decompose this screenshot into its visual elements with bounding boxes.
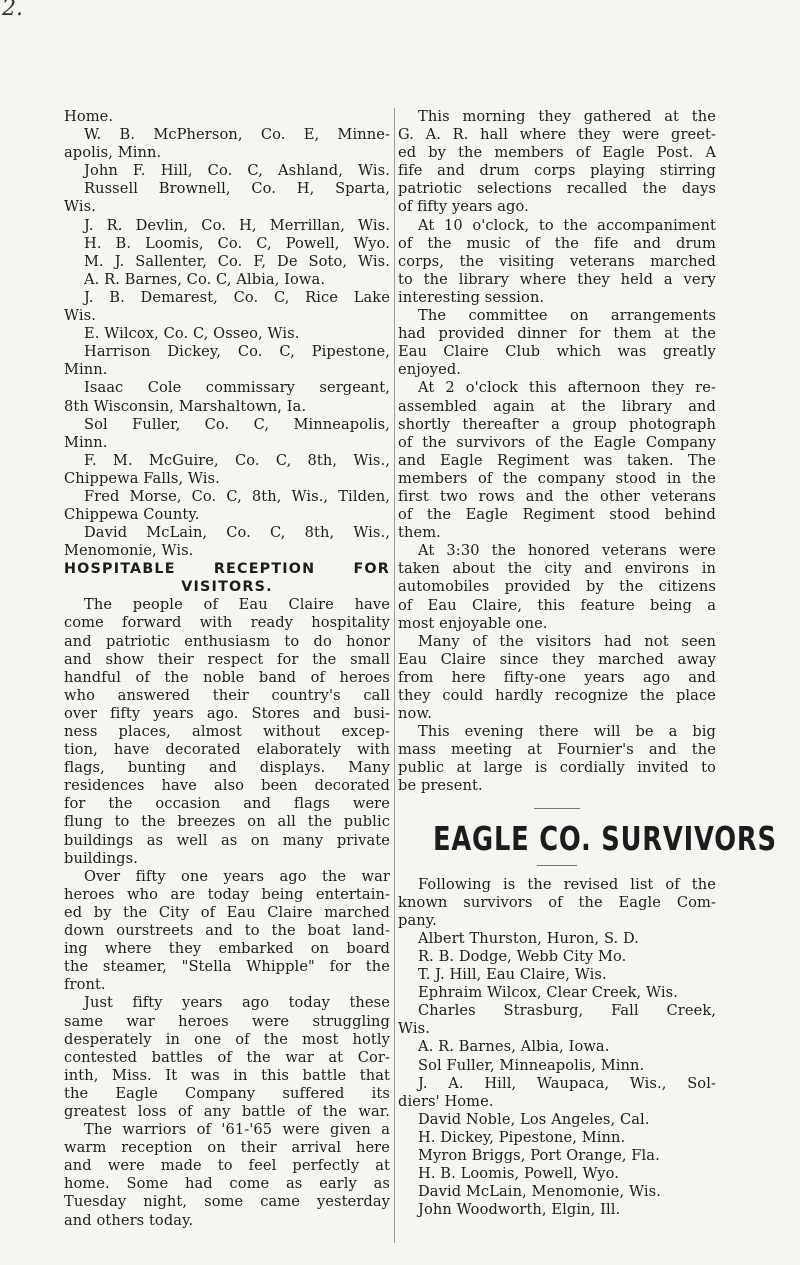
text-line: interesting session. (398, 288, 545, 306)
text-line: H. Dickey, Pipestone, Minn. (418, 1128, 626, 1146)
text-line: flung to the breezes on all the public (64, 813, 390, 831)
text-line: This evening there will be a big (418, 723, 716, 741)
text-line: flags, bunting and displays. Many (64, 759, 390, 777)
text-line: down ourstreets and to the boat land- (64, 922, 390, 940)
text-line: patriotic selections recalled the days (398, 180, 716, 198)
hospitable-reception-article (64, 596, 390, 1229)
right-column (398, 108, 777, 1219)
text-line: R. B. Dodge, Webb City Mo. (418, 947, 627, 965)
text-line: warm reception on their arrival here (64, 1139, 390, 1157)
text-line: John F. Hill, Co. C, Ashland, Wis. (84, 162, 390, 180)
text-line: J. A. Hill, Waupaca, Wis., Sol- (418, 1074, 716, 1092)
text-line: now. (398, 705, 432, 723)
text-line: tion, have decorated elaborately with (64, 741, 390, 759)
text-line: diers' Home. (398, 1092, 494, 1110)
text-line: and show their respect for the small (64, 650, 390, 668)
text-line: shortly thereafter a group photograph (398, 415, 716, 433)
text-line: residences have also been decorated (64, 777, 390, 795)
text-line: pany. (398, 911, 437, 929)
section-heading-line-1: HOSPITABLE RECEPTION FOR (64, 561, 390, 578)
text-line: and patriotic enthusiasm to do honor (64, 632, 390, 650)
text-line: corps, the visiting veterans marched (398, 252, 716, 270)
text-line: The warriors of '61-'65 were given a (84, 1121, 390, 1139)
text-line: for the occasion and flags were (64, 795, 390, 813)
page-number-mark: 2. (2, 0, 23, 21)
text-line: J. R. Devlin, Co. H, Merrillan, Wis. (84, 216, 390, 234)
text-line: assembled again at the library and (398, 397, 716, 415)
text-line: Albert Thurston, Huron, S. D. (418, 929, 640, 947)
text-line: Myron Briggs, Port Orange, Fla. (418, 1146, 660, 1164)
text-line: from here fifty-one years ago and (398, 668, 716, 686)
text-line: Many of the visitors had not seen (418, 632, 716, 650)
text-line: Russell Brownell, Co. H, Sparta, (84, 180, 390, 198)
text-line: David McLain, Co. C, 8th, Wis., (84, 524, 390, 542)
text-line: Wis. (64, 307, 96, 325)
text-line: F. M. McGuire, Co. C, 8th, Wis., (84, 451, 390, 469)
text-line: Eau Claire Club which was greatly (398, 343, 716, 361)
text-line: Wis. (64, 198, 96, 216)
text-line: handful of the noble band of heroes (64, 668, 390, 686)
text-line: ed by the City of Eau Claire marched (64, 903, 390, 921)
text-line: apolis, Minn. (64, 144, 162, 162)
text-line: W. B. McPherson, Co. E, Minne- (84, 126, 390, 144)
text-line: they could hardly recognize the place (398, 687, 716, 704)
text-line: ed by the members of Eagle Post. A (398, 144, 716, 162)
text-line: Sol Fuller, Minneapolis, Minn. (418, 1056, 645, 1074)
text-line: Isaac Cole commissary sergeant, (84, 379, 390, 397)
text-line: John Woodworth, Elgin, Ill. (418, 1201, 621, 1219)
section-heading-line-2: VISITORS. (181, 579, 273, 596)
text-line: be present. (398, 777, 483, 795)
text-line: 8th Wisconsin, Marshaltown, Ia. (64, 397, 307, 415)
text-line: Eau Claire since they marched away (398, 650, 716, 668)
text-line: buildings. (64, 849, 138, 867)
text-line: Fred Morse, Co. C, 8th, Wis., Tilden, (84, 487, 390, 505)
text-line: contested battles of the war at Cor- (64, 1048, 390, 1066)
reunion-article-continued (398, 108, 716, 796)
text-line: of fifty years ago. (398, 198, 529, 216)
text-line: David McLain, Menomonie, Wis. (418, 1183, 661, 1201)
text-line: Tuesday night, some came yesterday (64, 1193, 390, 1211)
text-line: mass meeting at Fournier's and the (398, 741, 716, 759)
text-line: Harrison Dickey, Co. C, Pipestone, (84, 343, 390, 361)
text-line: and Eagle Regiment was taken. The (398, 451, 716, 469)
text-line: of the music of the fife and drum (398, 234, 716, 252)
text-line: M. J. Sallenter, Co. F, De Soto, Wis. (84, 252, 390, 270)
text-line: front. (64, 976, 106, 994)
text-line: over fifty years ago. Stores and busi- (64, 704, 390, 722)
text-line: heroes who are today being entertain- (64, 885, 390, 903)
text-line: Charles Strasburg, Fall Creek, (418, 1002, 716, 1020)
text-line: A. R. Barnes, Co. C, Albia, Iowa. (84, 270, 326, 288)
text-line: Home. (64, 108, 114, 125)
text-line: Minn. (64, 433, 108, 451)
text-line: inth, Miss. It was in this battle that (64, 1066, 390, 1084)
text-line: most enjoyable one. (398, 614, 548, 632)
text-line: enjoyed. (398, 361, 462, 379)
text-line: automobiles provided by the citizens (398, 578, 716, 596)
text-line: come forward with ready hospitality (64, 614, 390, 632)
text-line: T. J. Hill, Eau Claire, Wis. (418, 966, 607, 984)
text-line: and were made to feel perfectly at (64, 1157, 390, 1175)
text-line: public at large is cordially invited to (398, 759, 716, 777)
text-line: G. A. R. hall where they were greet- (398, 126, 716, 144)
text-line: The committee on arrangements (418, 307, 716, 325)
text-line: David Noble, Los Angeles, Cal. (418, 1110, 650, 1128)
text-line: ing where they embarked on board (64, 940, 390, 958)
text-line: to the library where they held a very (398, 270, 716, 288)
text-line: Following is the revised list of the (418, 875, 716, 893)
text-line: greatest loss of any battle of the war. (64, 1102, 390, 1120)
text-line: who answered their country's call (64, 686, 390, 704)
text-line: Menomonie, Wis. (64, 542, 194, 560)
text-line: and others today. (64, 1211, 194, 1229)
text-line: H. B. Loomis, Powell, Wyo. (418, 1165, 619, 1183)
text-line: taken about the city and environs in (398, 560, 716, 578)
text-line: A. R. Barnes, Albia, Iowa. (418, 1038, 610, 1056)
text-line: fife and drum corps playing stirring (398, 162, 716, 180)
text-line: H. B. Loomis, Co. C, Powell, Wyo. (84, 234, 390, 252)
text-line: At 3:30 the honored veterans were (418, 542, 716, 560)
text-line: first two rows and the other veterans (398, 487, 716, 505)
text-line: Chippewa County. (64, 506, 200, 524)
left-column (64, 108, 390, 1230)
text-line: Sol Fuller, Co. C, Minneapolis, (84, 415, 390, 433)
text-line: Minn. (64, 361, 108, 379)
text-line: Over fifty one years ago the war (84, 867, 390, 885)
text-line: of the Eagle Regiment stood behind (398, 506, 716, 524)
survivors-headline: EAGLE CO. SURVIVORS (432, 818, 777, 858)
text-line: Ephraim Wilcox, Clear Creek, Wis. (418, 984, 678, 1002)
text-line: ness places, almost without excep- (64, 723, 390, 740)
text-line: E. Wilcox, Co. C, Osseo, Wis. (84, 325, 300, 343)
text-line: This morning they gathered at the (418, 108, 716, 125)
text-line: of Eau Claire, this feature being a (398, 596, 716, 614)
text-line: desperately in one of the most hotly (64, 1030, 390, 1048)
survivors-list (398, 876, 716, 1220)
text-line: J. B. Demarest, Co. C, Rice Lake (84, 288, 390, 306)
text-line: them. (398, 524, 441, 542)
text-line: Chippewa Falls, Wis. (64, 469, 220, 487)
text-line: buildings as well as on many private (64, 831, 390, 849)
headline-underline-rule (537, 865, 577, 866)
text-line: same war heroes were struggling (64, 1012, 390, 1030)
text-line: At 10 o'clock, to the accompaniment (418, 216, 716, 234)
text-line: Wis. (398, 1020, 430, 1038)
text-line: had provided dinner for them at the (398, 325, 716, 343)
text-line: The people of Eau Claire have (84, 596, 390, 614)
text-line: the steamer, "Stella Whipple" for the (64, 958, 390, 976)
text-line: home. Some had come as early as (64, 1175, 390, 1193)
text-line: known survivors of the Eagle Com- (398, 893, 716, 911)
text-line: members of the company stood in the (398, 469, 716, 487)
text-line: At 2 o'clock this afternoon they re- (418, 379, 716, 397)
separator-rule (534, 808, 580, 809)
veteran-list-continued (64, 108, 390, 560)
text-line: the Eagle Company suffered its (64, 1084, 390, 1102)
text-line: of the survivors of the Eagle Company (398, 433, 716, 451)
text-line: Just fifty years ago today these (84, 994, 390, 1012)
column-divider (394, 108, 395, 1243)
